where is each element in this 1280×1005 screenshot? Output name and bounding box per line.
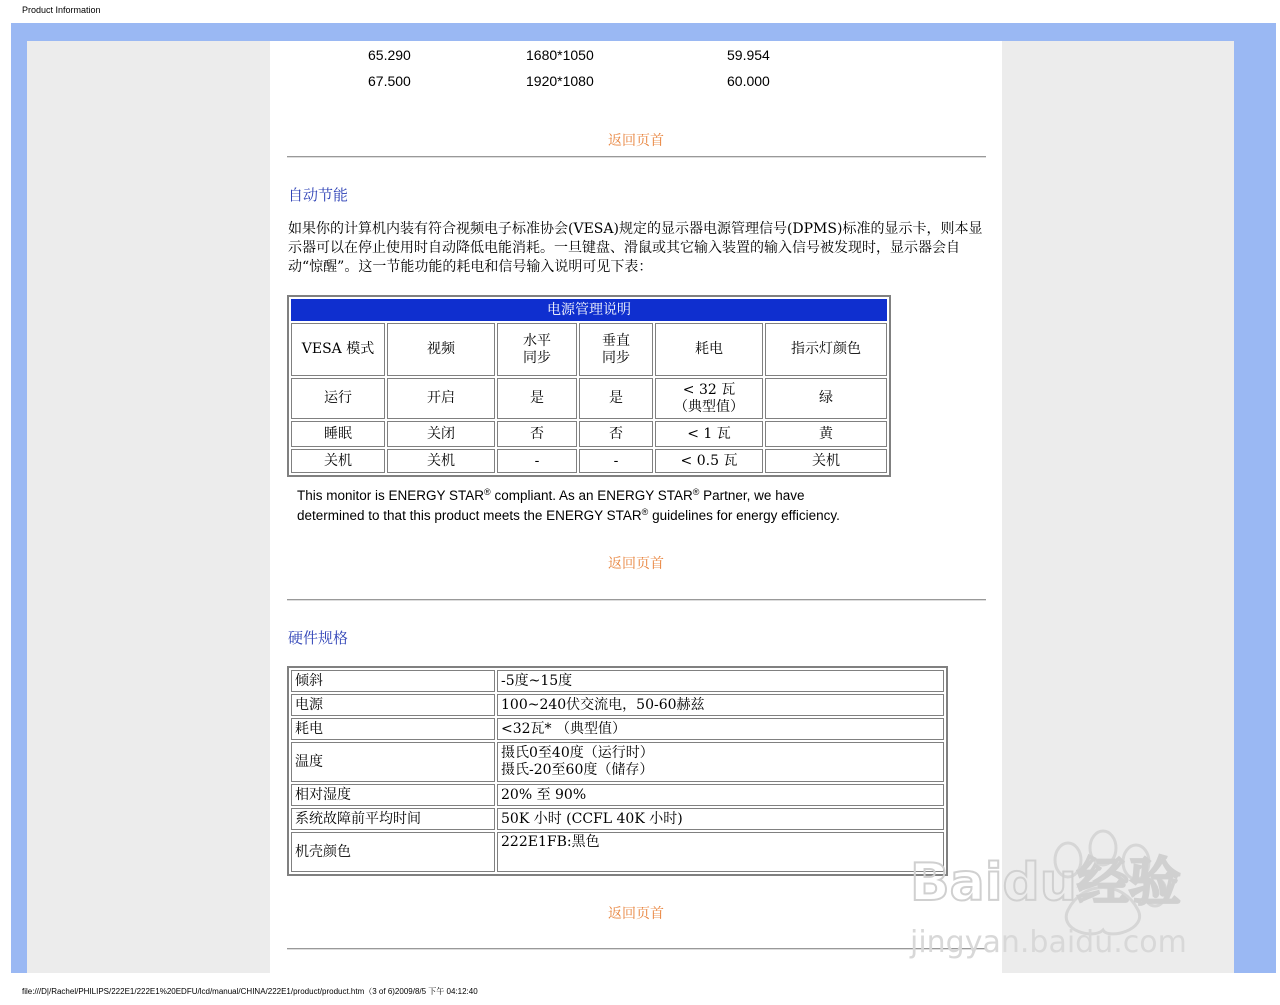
timing-row	[270, 73, 1002, 91]
spec-label: 系统故障前平均时间	[291, 808, 495, 830]
table-cell: 关机	[291, 449, 385, 473]
table-cell: -	[497, 449, 577, 473]
power-management-table	[287, 295, 891, 477]
spec-label: 相对湿度	[291, 784, 495, 806]
table-row	[291, 808, 944, 830]
table-header: 水平 同步	[497, 323, 577, 376]
table-header: 耗电	[655, 323, 763, 376]
table-cell: 关机	[387, 449, 495, 473]
table-cell: -	[579, 449, 653, 473]
timing-resolution: 1680*1050	[526, 47, 594, 63]
table-cell: 是	[579, 378, 653, 419]
table-header: VESA 模式	[291, 323, 385, 376]
timing-hfreq: 65.290	[368, 47, 411, 63]
hardware-spec-table	[287, 666, 948, 876]
table-cell: 否	[497, 421, 577, 447]
divider	[287, 599, 986, 601]
table-cell: 绿	[765, 378, 887, 419]
table-row	[291, 784, 944, 806]
timing-vfreq: 60.000	[727, 73, 770, 89]
content-area	[270, 41, 1002, 973]
table-row	[291, 378, 887, 419]
spec-value: 50K 小时 (CCFL 40K 小时)	[497, 808, 944, 830]
table-caption: 电源管理说明	[291, 299, 887, 321]
table-cell: < 32 瓦 （典型值）	[655, 378, 763, 419]
table-row	[291, 832, 944, 872]
spec-label: 电源	[291, 694, 495, 716]
table-row	[291, 742, 944, 782]
energy-star-statement	[297, 486, 840, 525]
spec-label: 倾斜	[291, 670, 495, 692]
watermark-url: jingyan.baidu.com	[910, 925, 1187, 960]
table-header: 垂直 同步	[579, 323, 653, 376]
energy-text: Partner, we have	[699, 488, 805, 503]
back-to-top-link[interactable]: 返回页首	[608, 133, 664, 149]
table-cell: 关机	[765, 449, 887, 473]
table-cell: < 0.5 瓦	[655, 449, 763, 473]
page-footer: file:///D|/Rachel/PHILIPS/222E1/222E1%20EDFU/lcd/manual/CHINA/222E1/product/product.htm（3 of 6)2009/8/5 下午 04:12:40	[22, 987, 478, 996]
back-to-top-link[interactable]: 返回页首	[608, 906, 664, 922]
timing-hfreq: 67.500	[368, 73, 411, 89]
spec-value: 222E1FB:黑色	[497, 832, 944, 872]
spec-label: 温度	[291, 742, 495, 782]
spec-value: 摄氏0至40度（运行时） 摄氏-20至60度（储存）	[497, 742, 944, 782]
table-row	[291, 670, 944, 692]
page-header: Product Information	[22, 5, 101, 15]
table-cell: 黄	[765, 421, 887, 447]
table-row	[291, 449, 887, 473]
table-cell: 开启	[387, 378, 495, 419]
back-to-top-link[interactable]: 返回页首	[608, 556, 664, 572]
table-cell: 关闭	[387, 421, 495, 447]
timing-resolution: 1920*1080	[526, 73, 594, 89]
spec-value: -5度~15度	[497, 670, 944, 692]
energy-text: compliant. As an ENERGY STAR	[490, 488, 693, 503]
spec-label: 机壳颜色	[291, 832, 495, 872]
table-cell: 睡眠	[291, 421, 385, 447]
table-row	[291, 421, 887, 447]
table-cell: < 1 瓦	[655, 421, 763, 447]
table-cell: 运行	[291, 378, 385, 419]
timing-row	[270, 47, 1002, 65]
divider	[287, 156, 986, 158]
energy-text: determined to that this product meets the ENERGY STAR	[297, 507, 642, 523]
spec-label: 耗电	[291, 718, 495, 740]
divider	[287, 948, 986, 950]
table-header: 视频	[387, 323, 495, 376]
table-cell: 否	[579, 421, 653, 447]
spec-value: 20% 至 90%	[497, 784, 944, 806]
spec-value: <32瓦* （典型值）	[497, 718, 944, 740]
timing-vfreq: 59.954	[727, 47, 770, 63]
registered-mark: ®	[484, 487, 491, 497]
power-saving-description: 如果你的计算机内装有符合视频电子标准协会(VESA)规定的显示器电源管理信号(DPMS)标准的显示卡，则本显示器可以在停止使用时自动降低电能消耗。一旦键盘、滑鼠或其它输入装置的输入信号被发现时，显示器会自动“惊醒”。这一节能功能的耗电和信号输入说明可见下表：	[288, 221, 983, 275]
registered-mark: ®	[692, 487, 700, 497]
section-title-power-saving: 自动节能	[288, 186, 349, 204]
table-row	[291, 694, 944, 716]
registered-mark: ®	[641, 506, 649, 517]
table-cell: 是	[497, 378, 577, 419]
watermark-brand: Baidu经验	[910, 853, 1181, 913]
table-header: 指示灯颜色	[765, 323, 887, 376]
spec-value: 100~240伏交流电，50-60赫兹	[497, 694, 944, 716]
energy-text: guidelines for energy efficiency.	[648, 507, 840, 523]
section-title-hardware: 硬件规格	[288, 629, 349, 647]
table-row	[291, 718, 944, 740]
energy-text: This monitor is ENERGY STAR	[297, 488, 485, 503]
